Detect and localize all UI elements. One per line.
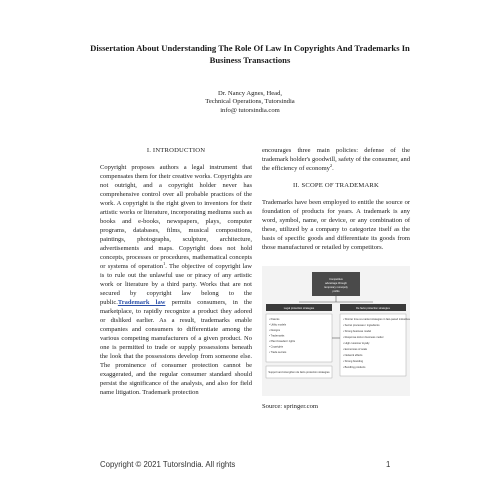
figure-list-item: • Shorter time-to-market strategies in fast-paced industries xyxy=(343,318,410,321)
intro-text-part2: . The objective of copyright law is to rule out the unlawful use or piracy of any artistic work or literature by a third party. Works that are not secured by copyright law belong to the public. xyxy=(100,263,252,306)
figure-list-item: • Utility models xyxy=(269,323,287,327)
intro-text-part3: permits consumers, in the marketplace, to rapidly recognize a product they adored or disliked earlier. As a result, trademarks enable companies and consumers to differentiate among the various competing manufacturers of a given product. No one is permitted to trade or supply possessions beneath the look that the possessions develop from someone else. The prominence of consumer protection cannot be exaggerated, and the regular consumer standard should persist the significance of the analysis, and also for field name litigation. Trademark protection xyxy=(100,299,252,396)
paper-title: Dissertation About Understanding The Role Of Law In Copyrights And Trademarks In Business Transactions xyxy=(90,43,410,65)
right-header-text: De facto protection strategies xyxy=(356,307,390,310)
figure-list-item: • Strong branding xyxy=(343,360,364,363)
right-column xyxy=(262,146,410,411)
top-box-line: temporary monopoly xyxy=(324,286,348,289)
left-header-text: Legal protection strategies xyxy=(283,307,315,310)
figure-list-item: • High customer loyalty xyxy=(343,342,370,345)
figure-list-item: • Bundling products xyxy=(343,366,366,369)
figure-list-item: • Secret processes / ingredients xyxy=(343,324,380,327)
figure-source: Source: springer.com xyxy=(262,403,319,410)
scope-paragraph: Trademarks have been employed to entitle the source or foundation of products for years. A trademark is any word, symbol, name, or device, or any combination of these, utilized by a company to categorize itself as the basis of specific goods and differentiate its goods from those manufactured or retailed by competitors. xyxy=(262,199,410,251)
author-affiliation: Technical Operations, Tutorsindia xyxy=(205,98,295,106)
bottom-left-text: Support and strengthen de facto protection strategies xyxy=(268,371,330,374)
continued-text: encourages three main policies: defense of the trademark holder's goodwill, safety of the consumer, and the efficiency of economy xyxy=(262,147,410,172)
figure-list-item: • Trade secrets xyxy=(269,351,287,354)
continued-paragraph xyxy=(262,146,410,173)
section-heading-introduction: I. INTRODUCTION xyxy=(146,147,206,154)
figure-list-item: • Network effects xyxy=(343,354,363,357)
top-box-line: advantage through xyxy=(325,282,347,285)
figure-list-item: • Plant breeders' rights xyxy=(269,340,296,343)
top-box-line: Competitive xyxy=(329,278,343,281)
section-heading-scope: II. SCOPE OF TRADEMARK xyxy=(293,182,379,189)
left-column xyxy=(100,146,252,397)
footnote-ref-2[interactable]: 2 xyxy=(329,162,333,168)
protection-strategies-figure xyxy=(262,266,410,396)
left-list-box xyxy=(266,314,332,362)
trademark-law-link[interactable]: Trademark law xyxy=(117,299,166,306)
figure-list-item: • Trademarks xyxy=(269,334,285,338)
top-box-line: profits xyxy=(332,290,340,293)
continued-text-end: . xyxy=(332,165,334,172)
figure-list-item: • Strong business model xyxy=(343,330,372,333)
figure-list-item: • Economies of scale xyxy=(343,348,368,351)
figure-list-item: • Response lock-in business model xyxy=(343,336,384,339)
figure-list-item: • Patents xyxy=(269,318,280,321)
footnote-ref-1[interactable]: 1 xyxy=(162,260,166,266)
figure-list-item: • Designs xyxy=(269,329,280,332)
author-name: Dr. Nancy Agnes, Head, xyxy=(217,90,283,97)
figure-list-item: • Copyrights xyxy=(269,345,284,349)
page-number: 1 xyxy=(386,460,391,469)
figure-diagram xyxy=(262,266,410,396)
introduction-paragraph xyxy=(100,163,252,397)
author-email: info@ tutorsindia.com xyxy=(220,106,280,114)
intro-text-part1: Copyright proposes authors a legal instrument that compensates them for their creative works. Copyrights are not outright, and a copyright holder never has comprehensive control over all probable practices of the work. A copyright is the right given to inventors for their artistic works or literature, incorporating mediums such as books and e-books, newspapers, plays, computer programs, databases, films, musical compositions, paintings, photographs, sculpture, architecture, advertisements and maps. Copyright does not hold concepts, processes or procedures, mathematical concepts or systems of operation xyxy=(100,164,252,270)
author-block xyxy=(150,90,350,115)
copyright-footer: Copyright © 2021 TutorsIndia. All rights xyxy=(100,460,236,469)
